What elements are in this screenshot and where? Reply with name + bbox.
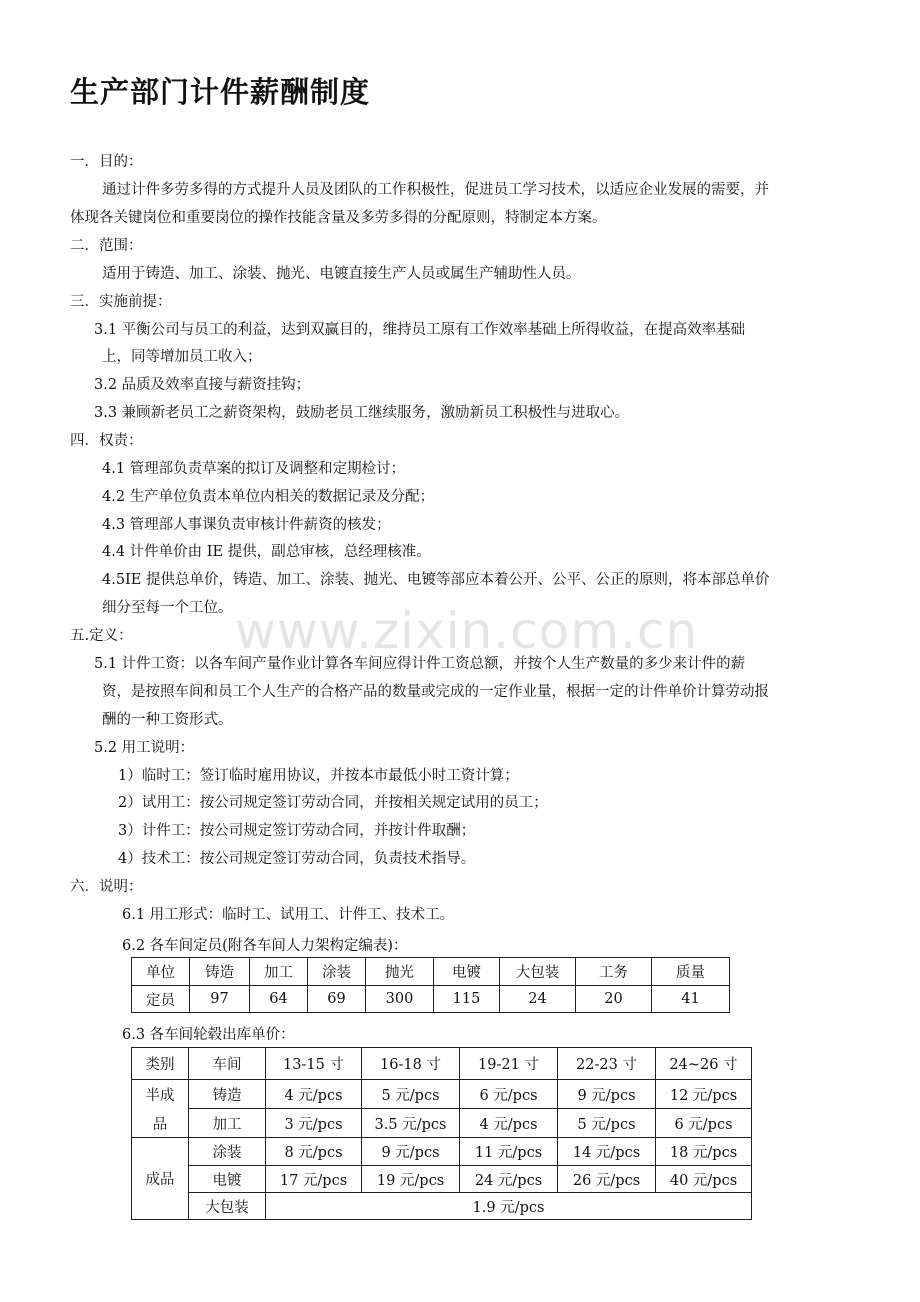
responsibility-item: 4.3 管理部人事课负责审核计件薪资的核发； <box>102 517 391 533</box>
note-item: 6.2 各车间定员(附各车间人力架构定编表)： <box>122 938 408 954</box>
premise-item: 3.2 品质及效率直接与薪资挂钩； <box>94 377 311 393</box>
section-heading-premise: 三．实施前提： <box>70 294 172 310</box>
category-cell-finished: 成品 <box>132 1138 189 1220</box>
table-header-cell: 类别 <box>132 1048 189 1080</box>
table-header-cell: 铸造 <box>190 958 250 986</box>
section-heading-notes: 六．说明： <box>70 879 143 895</box>
table-cell: 97 <box>190 986 250 1013</box>
scope-paragraph: 适用于铸造、加工、涂装、抛光、电镀直接生产人员或属生产辅助性人员。 <box>102 266 581 282</box>
table-header-cell: 大包装 <box>500 958 576 986</box>
table-cell: 8 元/pcs <box>266 1138 362 1166</box>
table-cell: 18 元/pcs <box>656 1138 752 1166</box>
table-cell: 3.5 元/pcs <box>362 1109 460 1138</box>
table-cell: 定员 <box>132 986 190 1013</box>
definition-item-continued: 酬的一种工资形式。 <box>102 712 233 728</box>
table-cell: 19 元/pcs <box>362 1166 460 1193</box>
responsibility-item: 4.4 计件单价由 IE 提供，副总审核，总经理核准。 <box>102 544 431 560</box>
table-cell: 14 元/pcs <box>558 1138 656 1166</box>
table-header-cell: 工务 <box>576 958 652 986</box>
table-cell: 5 元/pcs <box>558 1109 656 1138</box>
staffing-data-row <box>132 986 730 1013</box>
table-row <box>132 1080 752 1109</box>
staffing-table <box>131 957 730 1013</box>
table-cell: 41 <box>652 986 730 1013</box>
table-header-cell: 涂装 <box>308 958 366 986</box>
responsibility-item: 4.5IE 提供总单价，铸造、加工、涂装、抛光、电镀等部应本着公开、公平、公正的原则，将本部总单价 <box>102 572 770 588</box>
table-header-cell: 13-15 寸 <box>266 1048 362 1080</box>
worker-type-item: 1）临时工：签订临时雇用协议，并按本市最低小时工资计算； <box>118 768 519 784</box>
table-cell: 大包装 <box>189 1193 266 1220</box>
responsibility-item: 4.1 管理部负责草案的拟订及调整和定期检讨； <box>102 461 406 477</box>
table-cell: 24 <box>500 986 576 1013</box>
table-cell: 涂装 <box>189 1138 266 1166</box>
table-cell: 12 元/pcs <box>656 1080 752 1109</box>
note-item: 6.3 各车间轮毂出库单价： <box>122 1027 295 1043</box>
worker-type-item: 3）计件工：按公司规定签订劳动合同，并按计件取酬； <box>118 823 476 839</box>
table-header-cell: 16-18 寸 <box>362 1048 460 1080</box>
page-title: 生产部门计件薪酬制度 <box>70 75 371 109</box>
table-row <box>132 1109 752 1138</box>
table-cell: 3 元/pcs <box>266 1109 362 1138</box>
responsibility-item-continued: 细分至每一个工位。 <box>102 600 233 616</box>
table-cell: 9 元/pcs <box>362 1138 460 1166</box>
table-header-cell: 19-21 寸 <box>460 1048 558 1080</box>
category-cell-semi-finished <box>132 1080 189 1138</box>
table-header-cell: 质量 <box>652 958 730 986</box>
table-cell: 24 元/pcs <box>460 1166 558 1193</box>
purpose-paragraph-line: 通过计件多劳多得的方式提升人员及团队的工作积极性，促进员工学习技术，以适应企业发展的需要，并 <box>102 182 769 198</box>
note-item: 6.1 用工形式：临时工、试用工、计件工、技术工。 <box>122 907 455 923</box>
table-cell: 4 元/pcs <box>266 1080 362 1109</box>
table-header-cell: 加工 <box>250 958 308 986</box>
table-cell: 11 元/pcs <box>460 1138 558 1166</box>
responsibility-item: 4.2 生产单位负责本单位内相关的数据记录及分配； <box>102 489 435 505</box>
section-heading-responsibilities: 四．权责： <box>70 433 143 449</box>
price-table <box>131 1047 752 1220</box>
table-cell: 64 <box>250 986 308 1013</box>
price-header-row <box>132 1048 752 1080</box>
category-label: 品 <box>152 1116 168 1133</box>
table-cell: 4 元/pcs <box>460 1109 558 1138</box>
category-label: 半成 <box>145 1087 175 1104</box>
worker-type-item: 2）试用工：按公司规定签订劳动合同，并按相关规定试用的员工； <box>118 795 548 811</box>
table-header-cell: 抛光 <box>366 958 434 986</box>
premise-item: 3.1 平衡公司与员工的利益，达到双赢目的，维持员工原有工作效率基础上所得收益，在提高效率基础 <box>94 322 746 338</box>
table-cell: 5 元/pcs <box>362 1080 460 1109</box>
table-row <box>132 1166 752 1193</box>
table-header-cell: 22-23 寸 <box>558 1048 656 1080</box>
table-header-cell: 24~26 寸 <box>656 1048 752 1080</box>
table-cell: 115 <box>434 986 500 1013</box>
definition-item-continued: 资，是按照车间和员工个人生产的合格产品的数量或完成的一定作业量，根据一定的计件单价计算劳动报 <box>102 684 769 700</box>
table-cell: 6 元/pcs <box>460 1080 558 1109</box>
definition-item: 5.2 用工说明： <box>94 740 195 756</box>
table-cell: 40 元/pcs <box>656 1166 752 1193</box>
worker-type-item: 4）技术工：按公司规定签订劳动合同，负责技术指导。 <box>118 851 476 867</box>
table-cell: 17 元/pcs <box>266 1166 362 1193</box>
table-header-cell: 车间 <box>189 1048 266 1080</box>
table-cell: 6 元/pcs <box>656 1109 752 1138</box>
table-cell: 69 <box>308 986 366 1013</box>
staffing-header-row <box>132 958 730 986</box>
table-cell: 电镀 <box>189 1166 266 1193</box>
table-cell: 加工 <box>189 1109 266 1138</box>
section-heading-purpose: 一．目的： <box>70 154 143 170</box>
table-cell: 铸造 <box>189 1080 266 1109</box>
premise-item: 3.3 兼顾新老员工之薪资架构，鼓励老员工继续服务，激励新员工积极性与进取心。 <box>94 405 630 421</box>
table-row <box>132 1138 752 1166</box>
table-cell: 20 <box>576 986 652 1013</box>
definition-item: 5.1 计件工资：以各车间产量作业计算各车间应得计件工资总额，并按个人生产数量的多少来计件的薪 <box>94 656 746 672</box>
section-heading-definitions: 五.定义： <box>70 628 133 644</box>
table-cell: 300 <box>366 986 434 1013</box>
table-cell: 9 元/pcs <box>558 1080 656 1109</box>
table-header-cell: 单位 <box>132 958 190 986</box>
watermark: www.zixin.com.cn <box>235 602 699 660</box>
purpose-paragraph-line: 体现各关键岗位和重要岗位的操作技能含量及多劳多得的分配原则，特制定本方案。 <box>70 210 607 226</box>
table-row <box>132 1193 752 1220</box>
table-cell: 26 元/pcs <box>558 1166 656 1193</box>
table-cell-merged: 1.9 元/pcs <box>266 1193 752 1220</box>
table-header-cell: 电镀 <box>434 958 500 986</box>
premise-item-continued: 上，同等增加员工收入； <box>102 349 262 365</box>
section-heading-scope: 二．范围： <box>70 238 143 254</box>
